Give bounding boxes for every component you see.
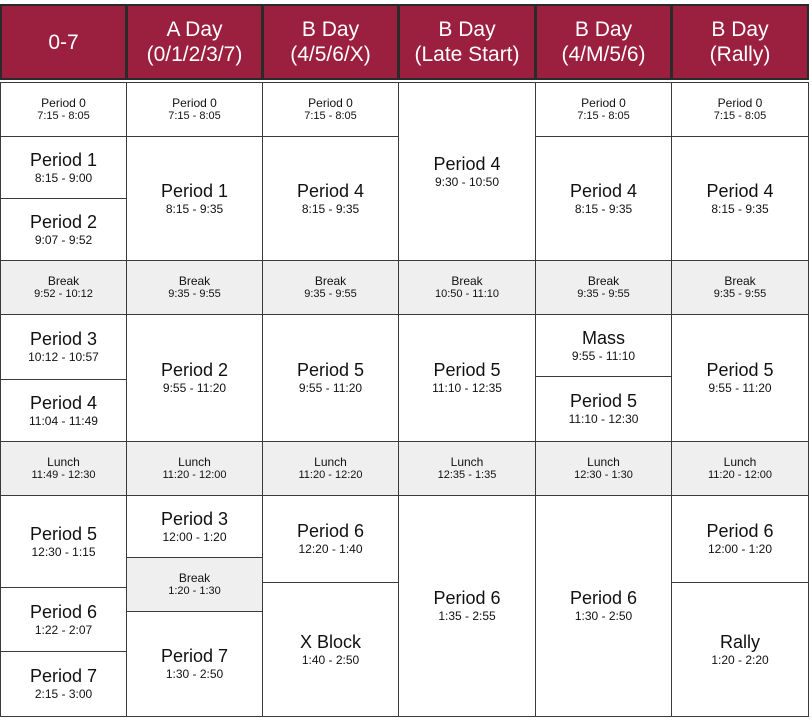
block-name: Break [451,274,483,288]
block-name: Period 5 [706,360,774,380]
column-header-line: B Day [301,18,360,41]
block-time: 10:12 - 10:57 [28,350,99,364]
block-time: 9:55 - 11:20 [162,381,227,395]
schedule-block [126,314,263,442]
schedule-block [535,136,672,261]
block-time: 8:15 - 9:35 [574,201,633,216]
block-time: 1:20 - 2:20 [711,652,769,667]
block-time: 12:30 - 1:30 [574,469,633,481]
block-time: 1:30 - 2:50 [574,609,633,623]
block-time: 1:30 - 2:50 [165,667,224,681]
block-name: Period 4 [296,180,365,201]
schedule-block [535,314,672,377]
block-time: 7:15 - 8:05 [37,110,90,122]
block-name: Period 5 [433,360,501,380]
block-time: 8:15 - 9:35 [301,201,360,216]
block-time: 10:50 - 11:10 [434,288,499,300]
schedule-block [398,314,536,442]
block-time: 9:35 - 9:55 [577,288,630,300]
block-name: Break [178,571,211,585]
block-time: 12:35 - 1:35 [437,469,497,481]
block-time: 8:15 - 9:35 [165,201,224,216]
block-time: 11:20 - 12:20 [298,469,363,481]
schedule-column [0,0,127,720]
block-time: 12:20 - 1:40 [298,542,363,556]
schedule-block [535,376,672,442]
schedule-block [398,495,536,717]
column-header [126,4,263,80]
block-name: Period 7 [160,646,229,666]
block-name: Period 0 [581,96,626,110]
schedule-block [262,582,399,717]
schedule-block [262,82,399,137]
schedule-block [0,260,127,315]
block-time: 12:30 - 1:15 [31,544,96,559]
column-header-line: (4/M/5/6) [561,43,646,66]
schedule-block [535,260,672,315]
column-header [398,4,536,80]
block-name: Lunch [450,455,484,469]
block-name: Break [178,274,211,288]
schedule-column [671,0,809,720]
schedule-block [126,495,263,558]
schedule-block [671,441,809,496]
schedule-block [262,260,399,315]
block-time: 11:49 - 12:30 [31,469,96,481]
block-time: 1:22 - 2:07 [34,622,93,637]
column-header-line: (4/5/6/X) [290,43,371,66]
schedule-block [0,198,127,261]
schedule-block [0,441,127,496]
block-name: Mass [581,327,625,348]
block-time: 9:55 - 11:20 [708,381,772,395]
block-time: 7:15 - 8:05 [577,110,630,122]
schedule-block [671,136,809,261]
block-name: Period 0 [308,96,353,110]
block-time: 7:15 - 8:05 [304,110,357,122]
block-name: Lunch [723,455,757,469]
block-time: 7:15 - 8:05 [168,110,221,122]
schedule-block [671,314,809,442]
block-time: 9:30 - 10:50 [434,174,500,189]
schedule-block [671,260,809,315]
block-name: Period 2 [160,360,229,380]
column-header [0,4,127,80]
block-time: 9:07 - 9:52 [34,232,93,247]
schedule-block [0,82,127,137]
block-time: 9:35 - 9:55 [304,288,357,300]
schedule-block [126,557,263,612]
schedule-block [262,495,399,583]
schedule-block [671,82,809,137]
schedule-block [671,495,809,583]
block-name: Period 4 [569,180,638,201]
block-name: Period 5 [29,523,98,544]
block-time: 1:20 - 1:30 [168,585,221,597]
schedule-block [398,441,536,496]
schedule-column [535,0,672,720]
block-time: 8:15 - 9:00 [34,170,93,185]
schedule-block [126,260,263,315]
block-time: 11:20 - 12:00 [707,469,772,481]
column-header-line: (Rally) [709,43,771,66]
block-name: Lunch [47,455,80,469]
block-time: 9:52 - 10:12 [34,288,93,300]
block-name: Period 5 [296,360,365,380]
column-header-line: B Day [711,18,769,41]
schedule-column [398,0,536,720]
column-header [671,4,809,80]
column-header [535,4,672,80]
schedule-block [535,82,672,137]
block-time: 12:00 - 1:20 [707,542,773,556]
block-name: Break [587,274,620,288]
block-name: Period 5 [569,391,638,411]
block-time: 12:00 - 1:20 [162,529,227,544]
column-header-line: 0-7 [48,30,79,54]
block-name: Lunch [178,455,211,469]
block-name: Period 6 [29,601,98,622]
block-name: Rally [719,631,760,652]
block-name: X Block [299,631,362,652]
block-name: Period 7 [29,666,98,686]
block-time: 1:40 - 2:50 [301,652,360,667]
block-name: Period 4 [29,392,98,413]
schedule-block [262,136,399,261]
schedule-column [126,0,263,720]
block-time: 9:35 - 9:55 [168,288,221,300]
block-name: Lunch [314,455,347,469]
block-time: 2:15 - 3:00 [34,687,93,701]
block-name: Break [314,274,347,288]
block-name: Period 0 [41,96,86,110]
block-name: Period 0 [172,96,217,110]
schedule-block [126,82,263,137]
block-name: Period 1 [29,149,98,170]
schedule-block [398,260,536,315]
schedule-block [535,441,672,496]
column-header [262,4,399,80]
block-name: Period 1 [160,180,229,201]
block-time: 11:10 - 12:35 [432,381,502,395]
block-time: 9:35 - 9:55 [713,288,767,300]
schedule-block [126,441,263,496]
schedule-block [262,314,399,442]
schedule-block [126,136,263,261]
block-name: Period 4 [706,180,774,201]
schedule-block [0,314,127,380]
schedule-block [0,587,127,652]
block-name: Period 0 [717,96,763,110]
column-header-line: (Late Start) [414,43,520,66]
column-header-line: B Day [574,18,633,41]
block-name: Break [47,274,80,288]
block-name: Period 3 [160,508,229,529]
block-time: 11:04 - 11:49 [29,413,98,428]
schedule-block [0,136,127,199]
block-name: Period 6 [433,588,501,608]
block-name: Period 3 [29,329,98,349]
block-time: 7:15 - 8:05 [713,110,767,122]
block-time: 9:55 - 11:10 [571,348,636,363]
block-name: Period 6 [296,521,365,541]
column-header-line: (0/1/2/3/7) [146,43,243,66]
block-name: Lunch [587,455,620,469]
block-name: Period 6 [706,521,774,541]
block-time: 11:20 - 12:00 [162,469,227,481]
block-time: 1:35 - 2:55 [438,609,496,623]
schedule-block [0,651,127,717]
schedule-block [535,495,672,717]
block-time: 9:55 - 11:20 [298,381,363,395]
column-header-line: A Day [166,18,223,41]
schedule-column [262,0,399,720]
block-name: Break [724,274,756,288]
schedule-block [398,82,536,261]
schedule-block [0,379,127,442]
block-time: 11:10 - 12:30 [568,412,639,426]
schedule-block [671,582,809,717]
block-name: Period 6 [569,588,638,608]
schedule-block [126,611,263,717]
block-name: Period 4 [433,153,501,174]
block-name: Period 2 [29,211,98,232]
block-time: 8:15 - 9:35 [711,201,769,216]
schedule-block [0,495,127,588]
column-header-line: B Day [438,18,496,41]
schedule-block [262,441,399,496]
